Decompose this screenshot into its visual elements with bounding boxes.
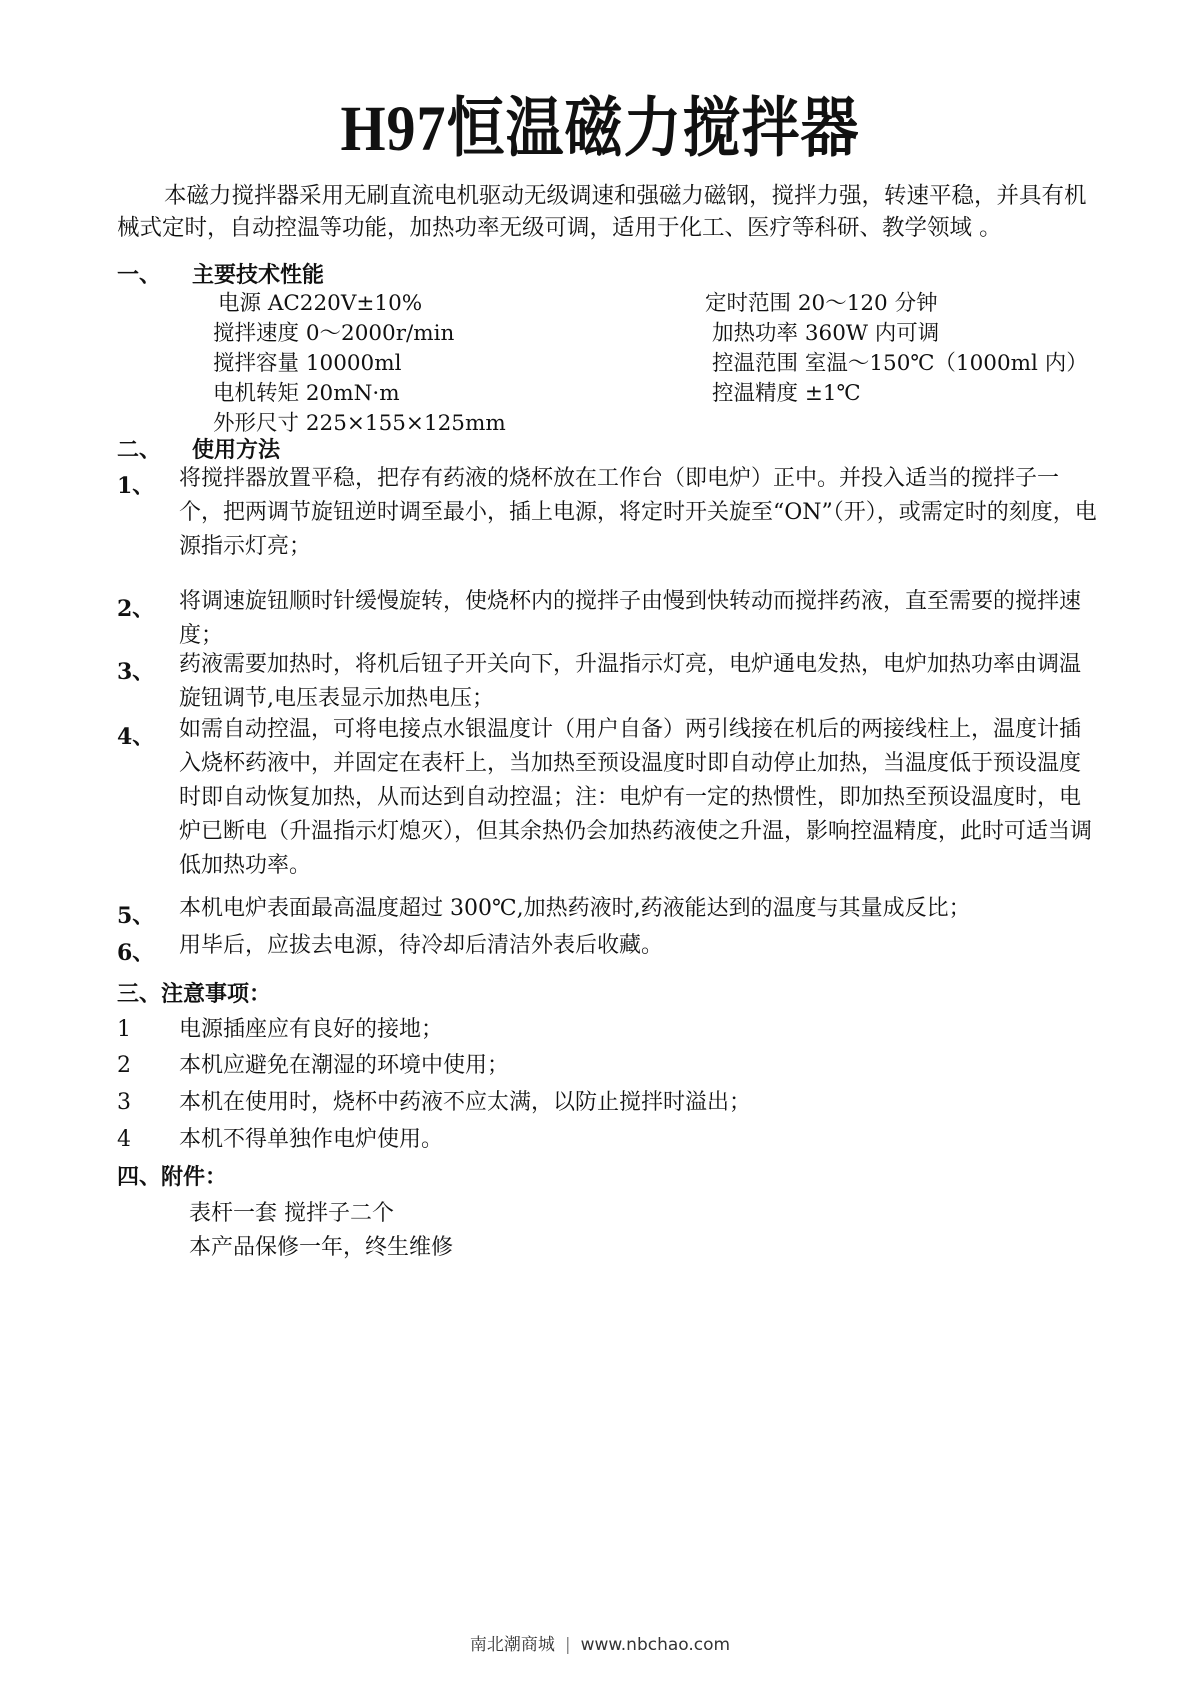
usage-item [117,892,1097,929]
usage-item-number: 3、 [117,659,155,685]
note-item-text: 本机不得单独作电炉使用。 [179,1127,444,1152]
spec-torque: 电机转矩 20mN·m [213,381,400,406]
note-item-number: 1 [117,1017,131,1042]
usage-item-text: 本机电炉表面最高温度超过 300℃,加热药液时,药液能达到的温度与其量成反比； [179,896,971,921]
section-number: 一、 [117,262,162,288]
footer-brand: 南北潮商城 [469,1635,555,1655]
warranty-line: 本产品保修一年，终生维修 [189,1235,454,1260]
spec-capacity: 搅拌容量 10000ml [213,351,402,376]
usage-item-number: 1、 [117,473,155,499]
usage-item-number: 6、 [117,940,155,966]
usage-item [117,713,1097,883]
spec-temp-accuracy: 控温精度 ±1℃ [712,381,861,406]
usage-item-text: 药液需要加热时，将机后钮子开关向下，升温指示灯亮，电炉通电发热，电炉加热功率由调温旋钮调节,电压表显示加热电压； [179,652,1082,711]
note-item-number: 2 [117,1053,131,1078]
page-title: H97恒温磁力搅拌器 [340,91,860,165]
note-item-text: 电源插座应有良好的接地； [179,1017,444,1042]
accessories-line: 表杆一套 搅拌子二个 [189,1201,394,1226]
note-item [117,1048,509,1079]
spec-dimensions: 外形尺寸 225×155×125mm [213,411,506,436]
intro-paragraph: 本磁力搅拌器采用无刷直流电机驱动无级调速和强磁力磁钢，搅拌力强，转速平稳，并具有机械式定时，自动控温等功能，加热功率无级可调，适用于化工、医疗等科研、教学领域 。 [117,183,1087,241]
footer-url[interactable]: www.nbchao.com [580,1635,731,1655]
footer-separator: | [564,1635,571,1655]
usage-item-number: 5、 [117,903,155,929]
usage-item-number: 2、 [117,596,155,622]
note-item-text: 本机应避免在潮湿的环境中使用； [179,1053,510,1078]
spec-timer-range: 定时范围 20～120 分钟 [705,291,938,316]
section-title: 使用方法 [192,437,281,463]
usage-item-text: 将搅拌器放置平稳，把存有药液的烧杯放在工作台（即电炉）正中。并投入适当的搅拌子一个，把两调节旋钮逆时调至最小，插上电源，将定时开关旋至“ON”（开），或需定时的刻度，电源指示灯亮； [179,466,1097,559]
note-item-text: 本机在使用时，烧杯中药液不应太满，以防止搅拌时溢出； [179,1090,752,1115]
note-item-number: 4 [117,1127,131,1152]
section-heading-notes: 三、注意事项： [117,981,272,1007]
note-item [117,1122,443,1153]
section-heading-accessories: 四、附件： [117,1164,228,1190]
usage-item-text: 用毕后，应拔去电源，待冷却后清洁外表后收藏。 [179,933,664,958]
section-heading-specs [117,258,324,289]
spec-speed: 搅拌速度 0～2000r/min [213,321,455,346]
note-item [117,1085,751,1116]
usage-item [117,585,1097,653]
usage-item-text: 如需自动控温，可将电接点水银温度计（用户自备）两引线接在机后的两接线柱上，温度计插入烧杯药液中，并固定在表杆上，当加热至预设温度时即自动停止加热，当温度低于预设温度时即自动恢复加热，从而达到自动控温；注：电炉有一定的热惯性，即加热至预设温度时，电炉已断电（升温指示灯熄灭），但其余热仍会加热药液使之升温，影响控温精度，此时可适当调低加热功率。 [179,717,1093,878]
usage-item [117,462,1097,564]
note-item-number: 3 [117,1090,131,1115]
section-title: 主要技术性能 [192,262,325,288]
footer [0,1630,1200,1655]
usage-item-number: 4、 [117,724,155,750]
note-item [117,1012,443,1043]
spec-heating-power: 加热功率 360W 内可调 [712,321,940,346]
spec-power: 电源 AC220V±10% [218,291,423,316]
spec-temp-range: 控温范围 室温～150℃（1000ml 内） [712,351,1088,376]
section-heading-usage [117,433,280,464]
section-number: 二、 [117,437,162,463]
usage-item-text: 将调速旋钮顺时针缓慢旋转，使烧杯内的搅拌子由慢到快转动而搅拌药液，直至需要的搅拌速度； [179,589,1082,648]
usage-item [117,648,1097,716]
usage-item [117,929,1097,966]
